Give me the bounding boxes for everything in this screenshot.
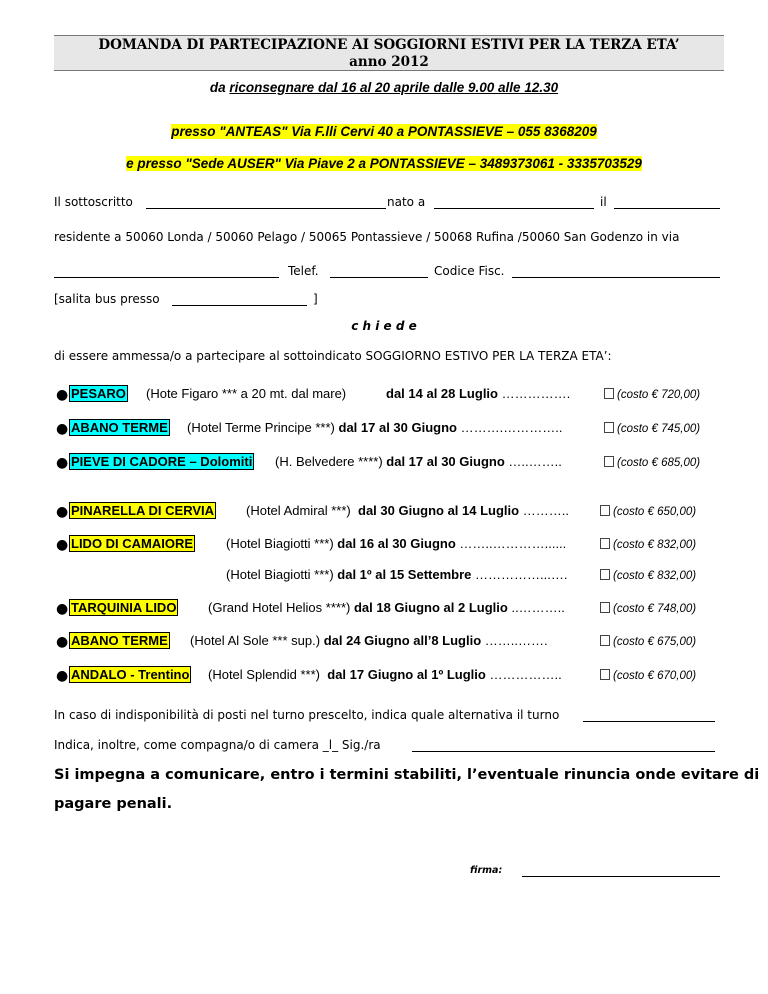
trip-checkbox[interactable] <box>600 635 610 646</box>
birthplace-field[interactable] <box>434 208 594 209</box>
trip-checkbox[interactable] <box>600 505 610 516</box>
sottoscritto-label: Il sottoscritto <box>54 195 133 209</box>
trip-destination <box>69 536 195 551</box>
document-title: DOMANDA DI PARTECIPAZIONE AI SOGGIORNI ESTIVI PER LA TERZA ETA’ <box>98 37 680 53</box>
tax-code-label: Codice Fisc. <box>434 264 505 278</box>
trip-cost-text: (costo € 832,00) <box>613 539 697 551</box>
return-dates: riconsegnare dal 16 al 20 aprile dalle 9.00 alle 12.30 <box>229 80 559 95</box>
trip-cost-text: (costo € 685,00) <box>617 457 701 469</box>
trip-checkbox[interactable] <box>600 538 610 549</box>
trip-destination <box>69 667 191 682</box>
trip-destination-label: PINARELLA DI CERVIA <box>71 503 215 518</box>
trip-destination <box>69 420 170 435</box>
location-auser-text: e presso "Sede AUSER" Via Piave 2 a PONTASSIEVE – 3489373061 - 3335703529 <box>126 156 642 171</box>
return-info <box>0 80 768 95</box>
trip-dates-text: dal 18 Giugno al 2 Luglio <box>353 600 508 615</box>
bus-pickup-label: [salita bus presso <box>54 292 160 306</box>
trip-dates-text: dal 14 al 28 Luglio <box>386 386 498 401</box>
trip-dots: ……………...…. <box>475 567 568 582</box>
commitment-line-2: pagare penali. <box>54 796 173 812</box>
trip-dates-text: dal 17 al 30 Giugno <box>338 420 457 435</box>
trip-hotel-dates <box>208 600 565 615</box>
birthdate-field[interactable] <box>614 208 720 209</box>
bullet: ● <box>56 668 69 684</box>
address-field[interactable] <box>54 277 279 278</box>
phone-field[interactable] <box>330 277 428 278</box>
sottoscritto-field[interactable] <box>146 208 386 209</box>
trip-destination <box>69 454 254 469</box>
trip-hotel: (Hotel Biagiotti ***) <box>226 536 334 551</box>
document-year: anno 2012 <box>349 54 429 70</box>
trip-hotel: (Hotel Terme Principe ***) <box>187 420 335 435</box>
request-heading: c h i e d e <box>351 319 417 333</box>
companion-text: Indica, inoltre, come compagna/o di camera _l_ Sig./ra <box>54 738 381 752</box>
trip-cost-text: (costo € 720,00) <box>617 389 701 401</box>
trip-checkbox[interactable] <box>600 602 610 613</box>
trip-hotel-dates <box>208 667 562 682</box>
bullet: ● <box>56 634 69 650</box>
trip-dates-text: dal 17 Giugno al 1º Luglio <box>327 667 486 682</box>
trip-dates-text: dal 17 al 30 Giugno <box>386 454 505 469</box>
companion-field[interactable] <box>412 751 715 752</box>
location-anteas-text: presso "ANTEAS" Via F.lli Cervi 40 a PONTASSIEVE – 055 8368209 <box>171 124 597 139</box>
bullet: ● <box>56 455 69 471</box>
location-auser <box>0 156 768 171</box>
trip-checkbox[interactable] <box>604 388 614 399</box>
trip-cost <box>600 503 696 518</box>
nato-label: nato a <box>387 195 426 209</box>
trip-dates-text: dal 24 Giugno all’8 Luglio <box>323 633 482 648</box>
bus-pickup-field[interactable] <box>172 305 307 306</box>
trip-destination <box>69 633 170 648</box>
trip-checkbox[interactable] <box>600 669 610 680</box>
trip-destination-label: PIEVE DI CADORE – Dolomiti <box>71 454 253 469</box>
alternative-text: In caso di indisponibilità di posti nel turno prescelto, indica quale alternativa il turno <box>54 708 560 722</box>
trip-hotel: (H. Belvedere ****) <box>275 454 383 469</box>
trip-destination-label: ANDALO - Trentino <box>71 667 190 682</box>
trip-hotel-dates <box>226 536 566 551</box>
bullet: ● <box>56 421 69 437</box>
tax-code-field[interactable] <box>512 277 720 278</box>
trip-hotel: (Hotel Biagiotti ***) <box>226 567 334 582</box>
trip-cost <box>600 600 696 615</box>
trip-checkbox[interactable] <box>604 456 614 467</box>
trip-dates-text: dal 1º al 15 Settembre <box>337 567 472 582</box>
il-label: il <box>600 195 607 209</box>
trip-hotel-dates <box>187 420 562 435</box>
trip-dates-text: dal 30 Giugno al 14 Luglio <box>358 503 520 518</box>
trip-hotel: (Hotel Al Sole *** sup.) <box>190 633 321 648</box>
trip-dates-text: dal 16 al 30 Giugno <box>337 536 456 551</box>
trip-destination-label: ABANO TERME <box>71 420 168 435</box>
trip-dots: ……….. <box>522 503 569 518</box>
signature-field[interactable] <box>522 876 720 877</box>
residence-text: residente a 50060 Londa / 50060 Pelago / 50065 Pontassieve / 50068 Rufina /50060 San Godenzo in via <box>54 230 680 244</box>
trip-cost <box>600 633 696 648</box>
trip-dots: …..…….. <box>508 454 562 469</box>
trip-destination <box>69 503 216 518</box>
trip-hotel: (Grand Hotel Helios ****) <box>208 600 351 615</box>
return-prefix: da <box>209 80 230 95</box>
signature-label: firma: <box>470 865 503 876</box>
trip-cost <box>600 567 696 582</box>
trip-dots: ……..……. <box>484 633 548 648</box>
alternative-field[interactable] <box>583 721 715 722</box>
trip-cost-text: (costo € 670,00) <box>613 670 697 682</box>
trip-checkbox[interactable] <box>600 569 610 580</box>
trip-checkbox[interactable] <box>604 422 614 433</box>
trip-hotel: (Hotel Admiral ***) <box>246 503 351 518</box>
trip-hotel-dates <box>246 503 569 518</box>
bus-pickup-close: ] <box>313 292 318 306</box>
trip-destination-label: LIDO DI CAMAIORE <box>71 536 194 551</box>
document-header <box>54 35 724 71</box>
trip-dots: ……………. <box>501 386 571 401</box>
trip-dots: …………….. <box>489 667 562 682</box>
trip-cost-text: (costo € 748,00) <box>613 603 697 615</box>
trip-hotel-dates <box>226 567 567 582</box>
trip-destination-label: PESARO <box>71 386 126 401</box>
bullet: ● <box>56 504 69 520</box>
trip-cost-text: (costo € 832,00) <box>613 570 697 582</box>
trip-dates <box>386 386 570 401</box>
phone-label: Telef. <box>288 264 319 278</box>
trip-destination <box>69 600 178 615</box>
trip-hotel-dates <box>275 454 562 469</box>
trip-destination-label: TARQUINIA LIDO <box>71 600 177 615</box>
trip-destination-label: ABANO TERME <box>71 633 168 648</box>
bullet: ● <box>56 537 69 553</box>
trip-hotel-dates <box>190 633 548 648</box>
trip-cost <box>604 386 700 401</box>
trip-dots: ……….………….. <box>460 420 563 435</box>
commitment-line-1: Si impegna a comunicare, entro i termini stabiliti, l’eventuale rinuncia onde evitare di <box>54 767 760 783</box>
bullet: ● <box>56 601 69 617</box>
trip-cost-text: (costo € 745,00) <box>617 423 701 435</box>
trip-hotel: (Hote Figaro *** a 20 mt. dal mare) <box>146 386 347 401</box>
trip-cost <box>604 454 700 469</box>
trip-cost-text: (costo € 650,00) <box>613 506 697 518</box>
location-anteas <box>0 124 768 139</box>
trip-hotel: (Hotel Splendid ***) <box>208 667 321 682</box>
intro-text: di essere ammessa/o a partecipare al sottoindicato SOGGIORNO ESTIVO PER LA TERZA ETA’: <box>54 349 612 363</box>
trip-cost <box>600 536 696 551</box>
trip-dots: ……..…………...... <box>459 536 567 551</box>
bullet: ● <box>56 387 69 403</box>
trip-destination <box>69 386 128 401</box>
trip-cost <box>604 420 700 435</box>
trip-dots: ..……….. <box>511 600 565 615</box>
trip-cost <box>600 667 696 682</box>
trip-cost-text: (costo € 675,00) <box>613 636 697 648</box>
